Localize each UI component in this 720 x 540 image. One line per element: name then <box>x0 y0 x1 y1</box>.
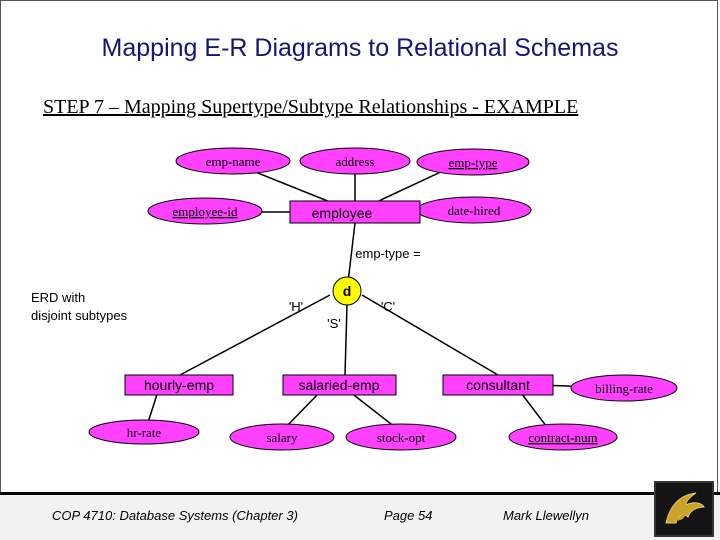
attribute-address <box>300 148 410 174</box>
attribute-emp-name <box>176 148 290 174</box>
entity-employee <box>290 201 420 223</box>
entity-hourly-emp <box>125 375 233 395</box>
subtype-value-c: 'C' <box>380 299 396 314</box>
attribute-stock-opt-label: stock-opt <box>376 430 426 445</box>
attribute-address-label: address <box>335 154 375 169</box>
footer-page: Page 54 <box>384 508 433 523</box>
slide-subtitle: STEP 7 – Mapping Supertype/Subtype Relationships - EXAMPLE <box>43 96 579 118</box>
attribute-emp-type <box>417 149 529 175</box>
entity-hourly-emp-label: hourly-emp <box>143 377 215 393</box>
pegasus-logo-icon <box>656 483 712 535</box>
attribute-date-hired-label: date-hired <box>447 203 501 218</box>
attribute-salary <box>230 424 334 450</box>
attribute-hr-rate <box>89 420 199 444</box>
subtype-value-h: 'H' <box>288 299 304 314</box>
attribute-hr-rate-label: hr-rate <box>126 425 162 440</box>
entity-employee-label: employee <box>311 205 373 221</box>
attribute-stock-opt <box>346 424 456 450</box>
entity-consultant <box>443 375 553 395</box>
footer-divider <box>0 492 720 495</box>
entity-salaried-emp <box>283 375 396 395</box>
entity-consultant-label: consultant <box>466 377 530 393</box>
attribute-contract-num-label: contract-num <box>528 430 598 445</box>
discriminator-label: emp-type = <box>355 246 421 261</box>
attribute-contract-num <box>509 424 617 450</box>
attribute-salary-label: salary <box>266 430 298 445</box>
attribute-date-hired <box>417 197 531 223</box>
university-logo <box>654 481 714 537</box>
subtype-value-s: 'S' <box>327 316 341 331</box>
disjoint-circle <box>333 277 361 305</box>
attribute-employee-id-label: employee-id <box>172 204 238 219</box>
attribute-emp-name-label: emp-name <box>205 154 261 169</box>
slide-title: Mapping E-R Diagrams to Relational Schemas <box>101 34 619 62</box>
attribute-billing-rate <box>571 375 677 401</box>
footer-author: Mark Llewellyn <box>503 508 589 523</box>
note-line-2: disjoint subtypes <box>31 308 128 323</box>
attribute-billing-rate-label: billing-rate <box>595 381 653 396</box>
attribute-emp-type-label: emp-type <box>448 155 498 170</box>
note-line-1: ERD with <box>31 290 86 305</box>
attribute-employee-id <box>148 198 262 224</box>
entity-salaried-emp-label: salaried-emp <box>298 377 380 393</box>
disjoint-symbol: d <box>342 283 352 299</box>
footer-course: COP 4710: Database Systems (Chapter 3) <box>52 508 298 523</box>
